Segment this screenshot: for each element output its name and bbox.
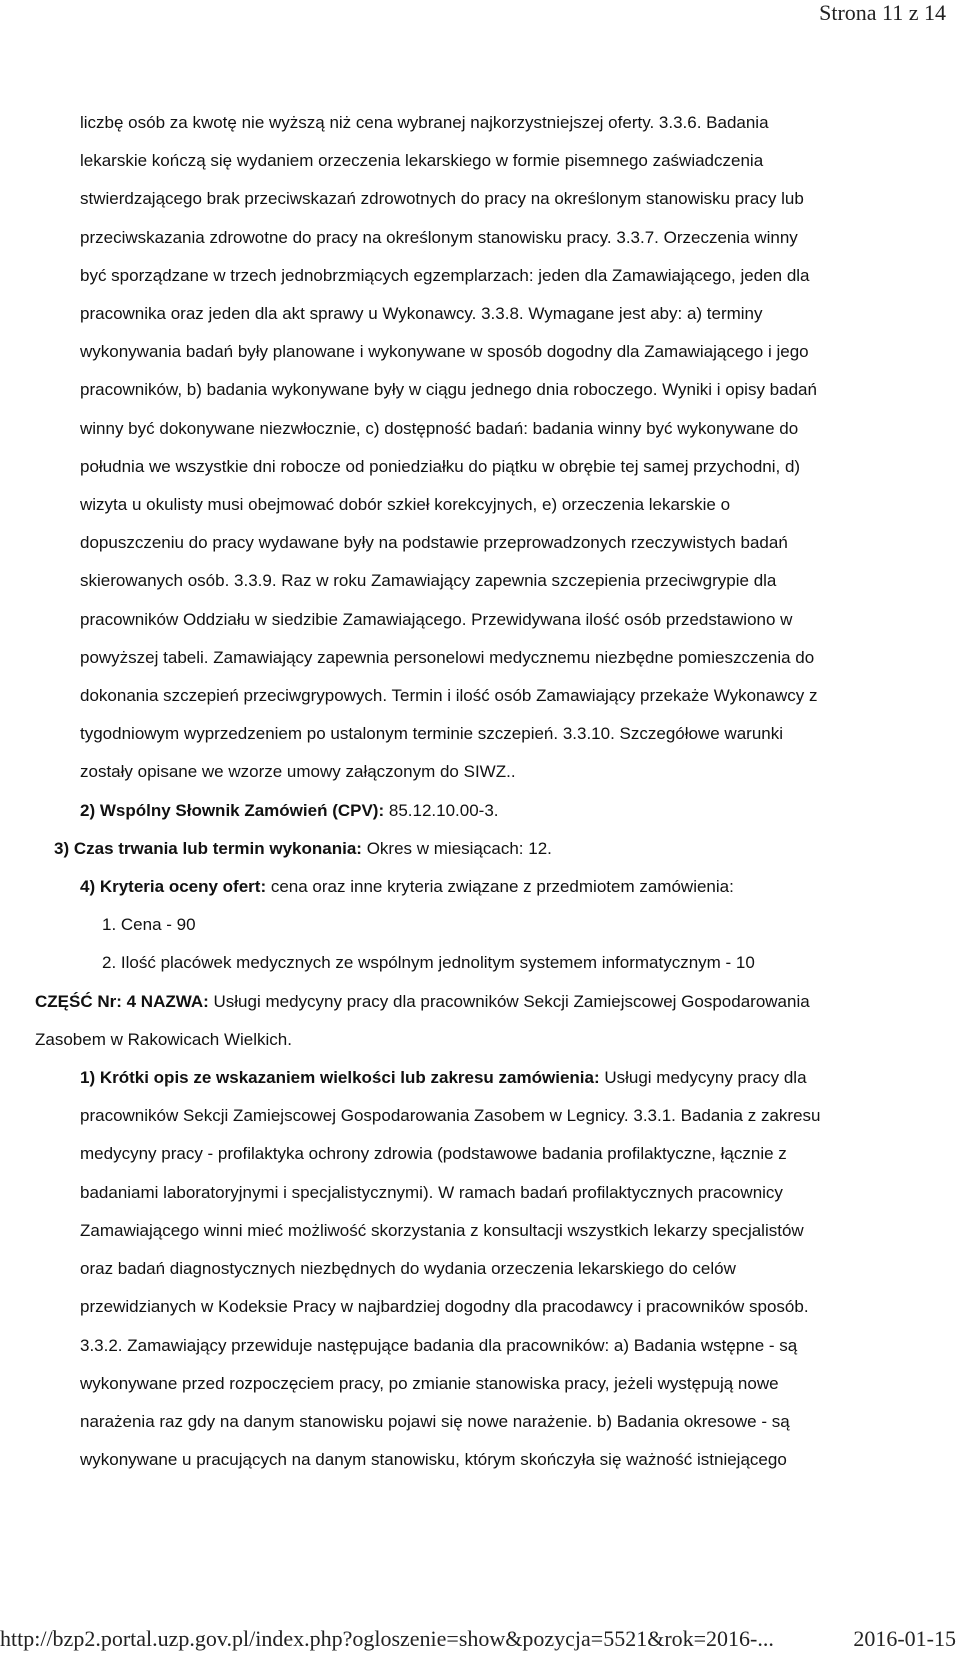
- cpv-label: 2) Wspólny Słownik Zamówień (CPV):: [80, 800, 385, 820]
- body-line: dokonania szczepień przeciwgrypowych. Termin i ilość osób Zamawiający przekaże Wykonawcy z: [80, 686, 818, 706]
- body-line: 3.3.2. Zamawiający przewiduje następujące badania dla pracowników: a) Badania wstępne - są: [80, 1335, 798, 1355]
- body-line: wizyta u okulisty musi obejmować dobór szkieł korekcyjnych, e) orzeczenia lekarskie o: [80, 495, 731, 515]
- body-line: zostały opisane we wzorze umowy załączonym do SIWZ..: [80, 762, 516, 782]
- criteria-value: cena oraz inne kryteria związane z przedmiotem zamówienia:: [266, 877, 734, 897]
- part-heading: [0, 983, 960, 1021]
- body-line: wykonywane przed rozpoczęciem pracy, po zmianie stanowiska pracy, jeżeli występują nowe: [80, 1373, 779, 1393]
- cpv-value: 85.12.10.00-3.: [384, 800, 499, 820]
- body-line: skierowanych osób. 3.3.9. Raz w roku Zamawiający zapewnia szczepienia przeciwgrypie dla: [80, 571, 777, 591]
- body-line: pracowników Sekcji Zamiejscowej Gospodarowania Zasobem w Legnicy. 3.3.1. Badania z zakresu: [80, 1106, 821, 1126]
- criteria-item: 1. Cena - 90: [102, 915, 196, 935]
- body-line: przewidzianych w Kodeksie Pracy w najbardziej dogodny dla pracodawcy i pracowników sposób.: [80, 1297, 809, 1317]
- body-line: powyższej tabeli. Zamawiający zapewnia personelowi medycznemu niezbędne pomieszczenia do: [80, 647, 815, 667]
- body-line: być sporządzane w trzech jednobrzmiących egzemplarzach: jeden dla Zamawiającego, jeden dla: [80, 265, 810, 285]
- specification-paragraph: [0, 104, 960, 792]
- document-body: [0, 104, 960, 1479]
- part-name-continued: Zasobem w Rakowicach Wielkich.: [35, 1029, 292, 1049]
- page-footer: [0, 1626, 956, 1652]
- short-desc-text: Usługi medycyny pracy dla: [599, 1068, 807, 1088]
- body-line: badaniami laboratoryjnymi i specjalistycznymi). W ramach badań profilaktycznych pracownicy: [80, 1182, 783, 1202]
- body-line: pracownika oraz jeden dla akt sprawy u Wykonawcy. 3.3.8. Wymagane jest aby: a) terminy: [80, 304, 763, 324]
- body-line: przeciwskazania zdrowotne do pracy na określonym stanowisku pracy. 3.3.7. Orzeczenia winny: [80, 227, 798, 247]
- body-line: narażenia raz gdy na danym stanowisku pojawi się nowe narażenie. b) Badania okresowe - są: [80, 1411, 790, 1431]
- body-line: południa we wszystkie dni robocze od poniedziałku do piątku w obrębie tej samej przychodni, d): [80, 456, 801, 476]
- body-line: wykonywania badań były planowane i wykonywane w sposób dogodny dla Zamawiającego i jego: [80, 342, 809, 362]
- criteria-line: [0, 868, 960, 906]
- cpv-line: [0, 792, 960, 830]
- part-name: Usługi medycyny pracy dla pracowników Sekcji Zamiejscowej Gospodarowania: [208, 991, 810, 1011]
- body-line: oraz badań diagnostycznych niezbędnych do wydania orzeczenia lekarskiego do celów: [80, 1259, 736, 1279]
- body-line: winny być dokonywane niezwłocznie, c) dostępność badań: badania winny być wykonywane do: [80, 418, 799, 438]
- duration-label: 3) Czas trwania lub termin wykonania:: [54, 838, 362, 858]
- body-line: medycyny pracy - profilaktyka ochrony zdrowia (podstawowe badania profilaktyczne, łącznie z: [80, 1144, 787, 1164]
- duration-value: Okres w miesiącach: 12.: [361, 838, 552, 858]
- criteria-label: 4) Kryteria oceny ofert:: [80, 877, 267, 897]
- body-line: tygodniowym wyprzedzeniem po ustalonym terminie szczepień. 3.3.10. Szczegółowe warunki: [80, 724, 784, 744]
- body-line: lekarskie kończą się wydaniem orzeczenia lekarskiego w formie pisemnego zaświadczenia: [80, 151, 764, 171]
- body-line: stwierdzającego brak przeciwskazań zdrowotnych do pracy na określonym stanowisku pracy lub: [80, 189, 804, 209]
- body-line: pracowników Oddziału w siedzibie Zamawiającego. Przewidywana ilość osób przedstawiono w: [80, 609, 793, 629]
- body-line: liczbę osób za kwotę nie wyższą niż cena wybranej najkorzystniejszej oferty. 3.3.6. Badania: [80, 113, 769, 132]
- body-line: dopuszczeniu do pracy wydawane były na podstawie przeprowadzonych rzeczywistych badań: [80, 533, 788, 553]
- short-description: [0, 1059, 960, 1479]
- body-line: wykonywane u pracujących na danym stanowisku, którym skończyła się ważność istniejącego: [80, 1450, 787, 1470]
- short-desc-label: 1) Krótki opis ze wskazaniem wielkości lub zakresu zamówienia:: [80, 1068, 600, 1088]
- short-desc-first-line: [80, 1059, 936, 1097]
- body-line: pracowników, b) badania wykonywane były w ciągu jednego dnia roboczego. Wyniki i opisy badań: [80, 380, 817, 400]
- source-url: http://bzp2.portal.uzp.gov.pl/index.php?ogloszenie=show&pozycja=5521&rok=2016-...: [0, 1626, 774, 1651]
- part-label: CZĘŚĆ Nr: 4 NAZWA:: [35, 991, 209, 1011]
- duration-line: [0, 830, 960, 868]
- criteria-item: 2. Ilość placówek medycznych ze wspólnym jednolitym systemem informatycznym - 10: [102, 953, 755, 973]
- body-line: Zamawiającego winni mieć możliwość skorzystania z konsultacji wszystkich lekarzy specjalistów: [80, 1220, 804, 1240]
- print-date: 2016-01-15: [853, 1626, 956, 1651]
- page-number: Strona 11 z 14: [819, 0, 946, 25]
